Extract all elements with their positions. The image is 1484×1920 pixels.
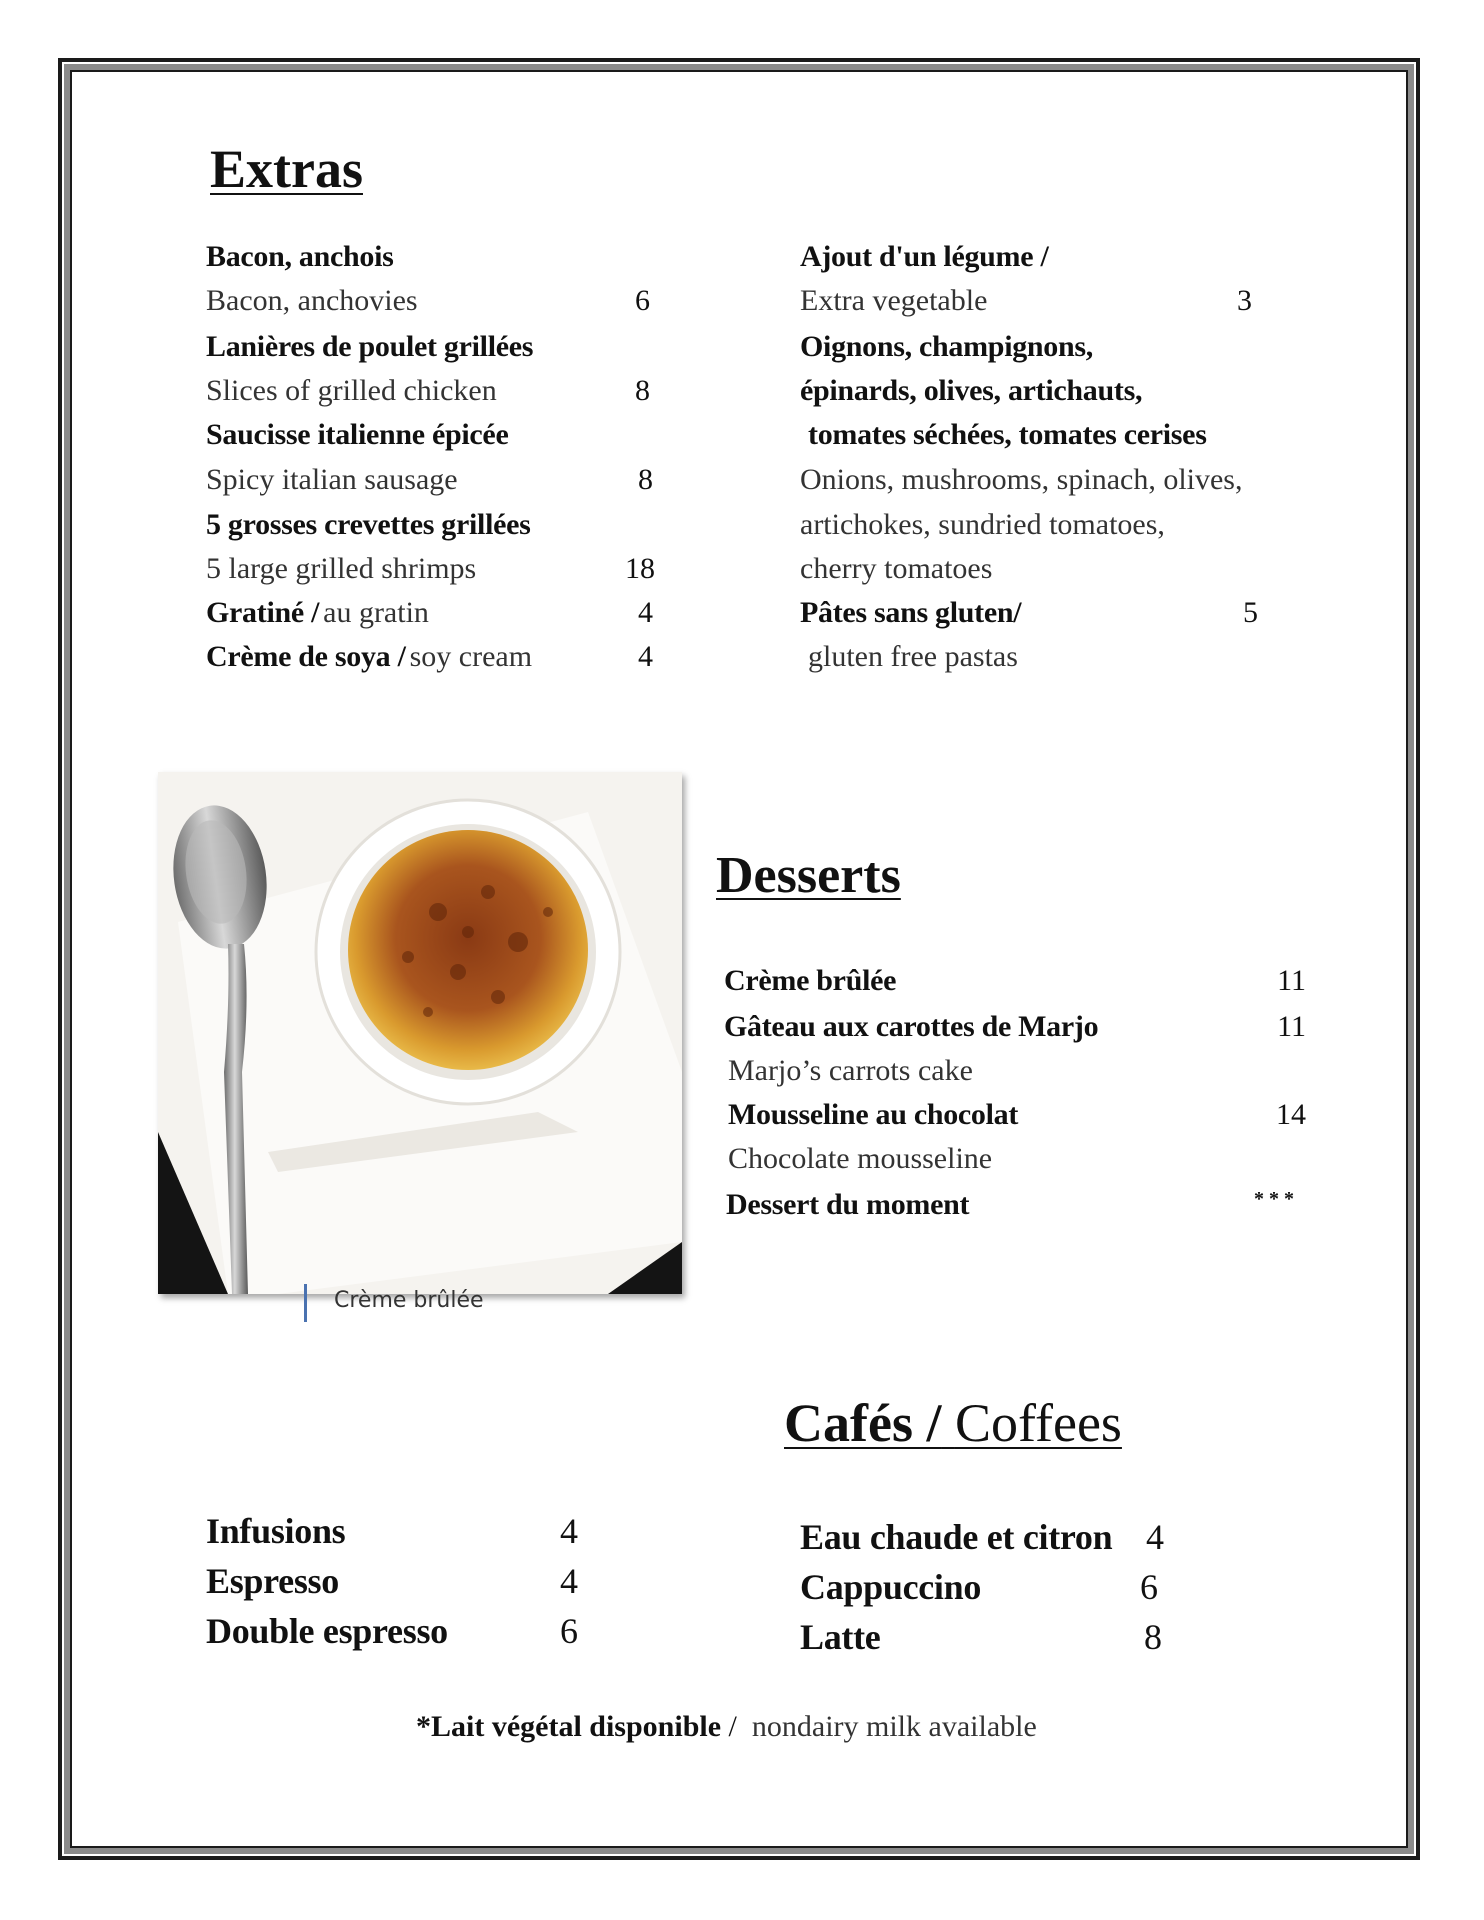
extra-item-soy [206,640,532,674]
coffee-item-price: 4 [560,1511,578,1551]
extra-glutenfree-en: gluten free pastas [808,640,1018,673]
extra-item-en: soy cream [409,640,533,673]
dessert-item-en: Chocolate mousseline [728,1142,993,1175]
cafes-heading-fr: Cafés / [784,1393,942,1453]
coffee-item-price: 4 [1146,1517,1164,1557]
dessert-item-en: Marjo’s carrots cake [728,1054,973,1087]
coffee-item-price: 8 [1144,1617,1162,1657]
dessert-item-price: * * * [1254,1188,1294,1210]
extras-heading: Extras [210,139,363,199]
milk-note-en: nondairy milk available [751,1710,1037,1743]
cafes-heading-en: Coffees [954,1393,1122,1453]
milk-note [416,1710,1037,1744]
coffee-item-price: 4 [560,1561,578,1601]
creme-brulee-photo [158,772,682,1294]
coffee-item-price: 6 [1140,1567,1158,1607]
dessert-item-name: Dessert du moment [726,1188,970,1221]
extra-item-en: au gratin [323,596,429,629]
dessert-item-name: Gâteau aux carottes de Marjo [724,1010,1099,1043]
extra-veg-price: 3 [1237,284,1252,317]
coffee-item-price: 6 [560,1611,578,1651]
dessert-item-price: 11 [1277,1010,1306,1043]
extra-veg-list-en: cherry tomatoes [800,552,993,585]
extra-veg-list-fr: épinards, olives, artichauts, [800,374,1143,407]
dessert-item-name: Mousseline au chocolat [728,1098,1019,1131]
extra-veg-en: Extra vegetable [800,284,988,317]
extra-item-price: 8 [635,374,650,407]
coffee-item-name: Eau chaude et citron [800,1517,1113,1557]
extra-glutenfree-price: 5 [1243,596,1258,629]
extra-glutenfree-fr: Pâtes sans gluten/ [800,596,1022,629]
milk-note-separator: / [721,1710,752,1743]
coffee-item-name: Espresso [206,1561,339,1601]
dessert-item-price: 14 [1276,1098,1306,1131]
extra-item-fr: 5 grosses crevettes grillées [206,508,531,541]
extra-item-en: Bacon, anchovies [206,284,418,317]
cafes-heading [784,1392,1122,1454]
creme-brulee-illustration [158,772,682,1294]
extra-veg-list-fr: Oignons, champignons, [800,330,1093,363]
desserts-heading: Desserts [716,847,901,904]
extra-item-price: 18 [625,552,655,585]
caption-accent-bar [304,1284,307,1322]
extra-item-fr: Crème de soya / [206,640,406,673]
extra-veg-list-fr: tomates séchées, tomates cerises [808,418,1207,451]
extra-item-gratin [206,596,429,630]
extra-item-fr: Gratiné / [206,596,320,629]
extra-item-en: 5 large grilled shrimps [206,552,477,585]
extra-item-en: Spicy italian sausage [206,463,458,496]
extra-item-fr: Bacon, anchois [206,240,394,273]
extra-item-price: 8 [638,463,653,496]
extra-item-en: Slices of grilled chicken [206,374,497,407]
extra-item-fr: Saucisse italienne épicée [206,418,509,451]
extra-veg-list-en: Onions, mushrooms, spinach, olives, [800,463,1243,496]
extra-item-fr: Lanières de poulet grillées [206,330,534,363]
milk-note-fr: *Lait végétal disponible [416,1710,722,1743]
extra-item-price: 4 [638,640,653,673]
coffee-item-name: Cappuccino [800,1567,982,1607]
extra-veg-fr: Ajout d'un légume / [800,240,1049,273]
photo-caption: Crème brûlée [334,1288,484,1313]
dessert-item-price: 11 [1277,964,1306,997]
extra-item-price: 6 [635,284,650,317]
dessert-item-name: Crème brûlée [724,964,897,997]
extra-veg-list-en: artichokes, sundried tomatoes, [800,508,1165,541]
coffee-item-name: Infusions [206,1511,346,1551]
coffee-item-name: Latte [800,1617,881,1657]
extra-item-price: 4 [638,596,653,629]
coffee-item-name: Double espresso [206,1611,448,1651]
